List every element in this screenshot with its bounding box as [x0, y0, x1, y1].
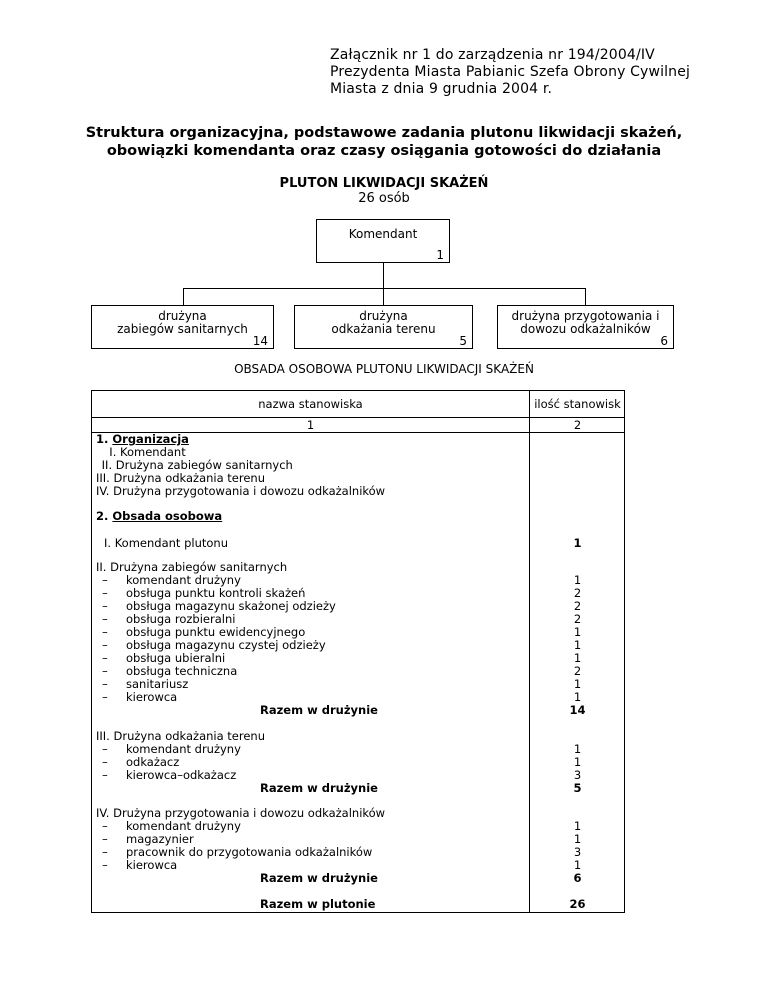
dash-marker: – [102, 819, 108, 833]
list-item-count: 1 [573, 625, 582, 639]
list-item-label: obsługa punktu ewidencyjnego [126, 625, 306, 639]
document-header [330, 47, 690, 98]
dash-marker: – [102, 768, 108, 782]
organization-prefix: 1. [96, 432, 113, 446]
section-2-title: II. Drużyna zabiegów sanitarnych [96, 560, 288, 574]
dash-marker: – [102, 858, 108, 872]
staffing-prefix: 2. [96, 509, 113, 523]
dash-marker: – [102, 742, 108, 756]
connector-left [183, 288, 184, 305]
section-4-counts [529, 820, 626, 872]
unit-label-1b: zabiegów sanitarnych [117, 322, 248, 336]
unit-count-3: 6 [660, 334, 668, 348]
list-item-label: kierowca–odkażacz [126, 768, 237, 782]
unit-count-2: 5 [459, 334, 467, 348]
section-3-counts [529, 743, 626, 782]
unit-label-1a: drużyna [158, 309, 207, 323]
section-3-title: III. Drużyna odkażania terenu [96, 729, 266, 743]
org-item-2: II. Drużyna zabiegów sanitarnych [98, 458, 293, 472]
list-item-label: obsługa ubieralni [126, 651, 226, 665]
list-item-count: 1 [573, 651, 582, 665]
col2-number: 2 [573, 418, 582, 432]
list-item-label: pracownik do przygotowania odkażalników [126, 845, 373, 859]
list-item-count: 3 [573, 768, 582, 782]
list-item-count: 1 [573, 573, 582, 587]
document-title [0, 124, 768, 160]
list-item-count: 2 [573, 664, 582, 678]
dash-marker: – [102, 845, 108, 859]
unit-box-terrain [294, 305, 473, 349]
org-item-3: III. Drużyna odkażania terenu [96, 471, 266, 485]
unit-label-3a: drużyna przygotowania i [511, 309, 660, 323]
list-item-count: 1 [573, 858, 582, 872]
list-item-count: 2 [573, 586, 582, 600]
dash-marker: – [102, 690, 108, 704]
list-item-label: komendant drużyny [126, 819, 241, 833]
unit-label-2b: odkażania terenu [331, 322, 436, 336]
list-item-label: obsługa techniczna [126, 664, 238, 678]
platoon-total: 26 [569, 897, 586, 911]
org-chart-subtitle: 26 osób [358, 191, 410, 206]
list-item-label: odkażacz [126, 755, 180, 769]
commander-label: Komendant [348, 227, 418, 241]
connector-horizontal [183, 288, 586, 289]
org-chart-title: PLUTON LIKWIDACJI SKAŻEŃ [279, 176, 489, 191]
list-item-label: kierowca [126, 858, 178, 872]
staffing-table [91, 390, 625, 913]
unit-label-3b: dowozu odkażalników [520, 322, 651, 336]
staffing-heading [96, 510, 222, 523]
col1-number: 1 [306, 418, 315, 432]
dash-marker: – [102, 755, 108, 769]
section-2-total: 14 [569, 703, 586, 717]
list-item-label: komendant drużyny [126, 573, 241, 587]
list-item-label: obsługa punktu kontroli skażeń [126, 586, 306, 600]
list-item-count: 2 [573, 599, 582, 613]
unit-box-supply [497, 305, 674, 349]
list-item-count: 1 [573, 742, 582, 756]
commander-row-count: 1 [573, 536, 582, 550]
section-2-counts [529, 574, 626, 704]
col1-header: nazwa stanowiska [258, 397, 363, 411]
commander-row-label: I. Komendant plutonu [104, 536, 228, 550]
platoon-total-label: Razem w plutonie [260, 897, 376, 911]
dash-marker: – [102, 573, 108, 587]
commander-count: 1 [436, 248, 444, 262]
header-line-2: Prezydenta Miasta Pabianic Szefa Obrony Cywilnej [330, 64, 691, 80]
list-item-label: komendant drużyny [126, 742, 241, 756]
dash-marker: – [102, 677, 108, 691]
section-2-total-label: Razem w drużynie [260, 703, 378, 717]
list-item-label: kierowca [126, 690, 178, 704]
unit-box-sanitary [91, 305, 274, 349]
col2-header: ilość stanowisk [534, 397, 621, 411]
dash-marker: – [102, 625, 108, 639]
list-item-count: 3 [573, 845, 582, 859]
connector-right [585, 288, 586, 305]
list-item [96, 769, 241, 782]
dash-marker: – [102, 612, 108, 626]
organization-title: Organizacja [112, 432, 189, 446]
section-4-list [96, 820, 372, 872]
connector-center [383, 288, 384, 305]
dash-marker: – [102, 638, 108, 652]
section-4-title: IV. Drużyna przygotowania i dowozu odkażalników [96, 806, 386, 820]
title-line-1: Struktura organizacyjna, podstawowe zadania plutonu likwidacji skażeń, [85, 125, 683, 141]
header-line-1: Załącznik nr 1 do zarządzenia nr 194/2004/IV [330, 47, 655, 63]
dash-marker: – [102, 651, 108, 665]
commander-box [316, 219, 450, 263]
dash-marker: – [102, 832, 108, 846]
section-3-list [96, 743, 241, 782]
list-item-count: 1 [573, 690, 582, 704]
section-4-total: 6 [573, 871, 582, 885]
list-item-count: 1 [573, 819, 582, 833]
unit-label-2a: drużyna [359, 309, 408, 323]
section-3-total-label: Razem w drużynie [260, 781, 378, 795]
section-2-list [96, 574, 336, 704]
list-item-label: obsługa rozbieralni [126, 612, 236, 626]
dash-marker: – [102, 599, 108, 613]
list-item-label: obsługa magazynu czystej odzieży [126, 638, 326, 652]
connector-vertical-main [383, 263, 384, 289]
section-4-total-label: Razem w drużynie [260, 871, 378, 885]
title-line-2: obowiązki komendanta oraz czasy osiągania gotowości do działania [106, 143, 662, 159]
list-item-count: 1 [573, 638, 582, 652]
unit-count-1: 14 [252, 334, 268, 348]
list-item-label: obsługa magazynu skażonej odzieży [126, 599, 336, 613]
list-item-label: magazynier [126, 832, 194, 846]
list-item-count: 1 [573, 755, 582, 769]
list-item-count: 2 [573, 612, 582, 626]
header-line-3: Miasta z dnia 9 grudnia 2004 r. [330, 81, 553, 97]
list-item-count: 1 [573, 832, 582, 846]
list-item-count: 1 [573, 677, 582, 691]
org-item-4: IV. Drużyna przygotowania i dowozu odkażalników [96, 484, 386, 498]
dash-marker: – [102, 664, 108, 678]
dash-marker: – [102, 586, 108, 600]
org-item-1: I. Komendant [102, 445, 186, 459]
staffing-title: Obsada osobowa [112, 509, 223, 523]
list-item-label: sanitariusz [126, 677, 189, 691]
section-3-total: 5 [573, 781, 582, 795]
table-header-rule [92, 417, 624, 418]
obsada-title: OBSADA OSOBOWA PLUTONU LIKWIDACJI SKAŻEŃ [234, 362, 534, 376]
